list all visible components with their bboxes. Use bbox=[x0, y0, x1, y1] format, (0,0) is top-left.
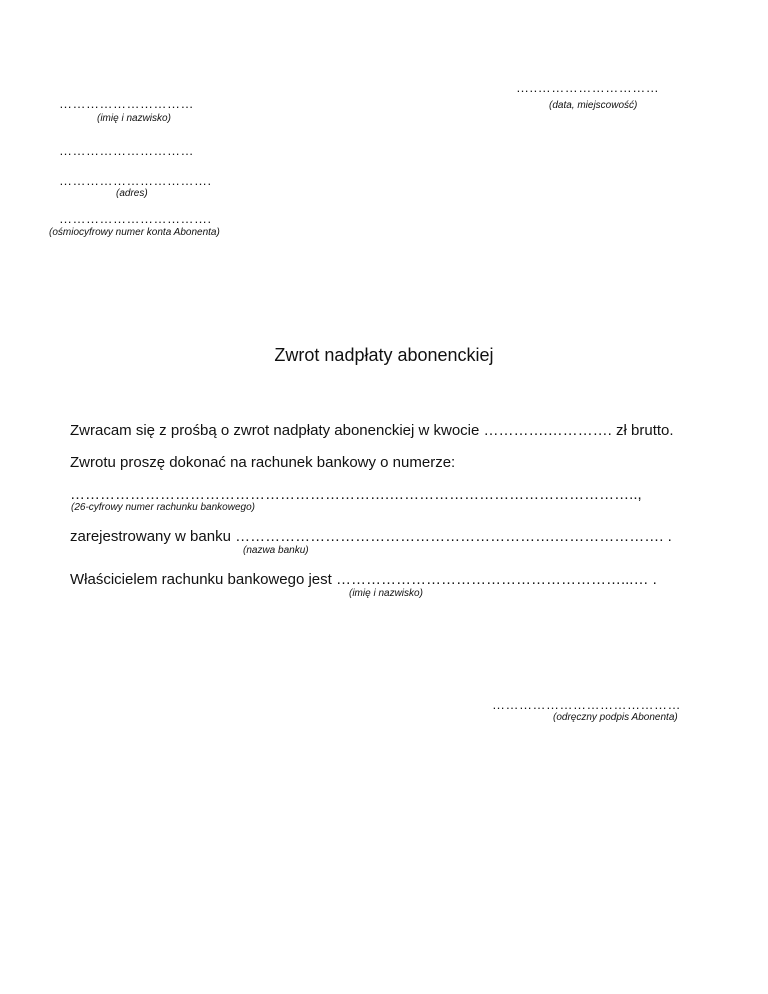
address-line-2: ……………………………. bbox=[59, 173, 212, 188]
account-owner-line: Właścicielem rachunku bankowego jest …………………………………………………...… . bbox=[70, 571, 657, 588]
name-caption: (imię i nazwisko) bbox=[97, 113, 171, 124]
bank-name-caption: (nazwa banku) bbox=[243, 545, 309, 556]
date-place-line: …..……………………… bbox=[516, 80, 660, 95]
bank-account-number-line: ……………………………………………………….………………………………………….., bbox=[70, 486, 642, 503]
subscriber-account-caption: (ośmiocyfrowy numer konta Abonenta) bbox=[49, 227, 220, 238]
date-place-caption: (data, miejscowość) bbox=[549, 100, 638, 111]
signature-caption: (odręczny podpis Abonenta) bbox=[553, 712, 678, 723]
bank-account-number-caption: (26-cyfrowy numer rachunku bankowego) bbox=[71, 502, 255, 513]
signature-line: …………………………………… bbox=[492, 697, 681, 712]
address-caption: (adres) bbox=[116, 188, 148, 199]
account-owner-caption: (imię i nazwisko) bbox=[349, 588, 423, 599]
bank-name-line: zarejestrowany w banku ……………………………………………………….…………………. . bbox=[70, 528, 672, 545]
payment-instruction-text: Zwrotu proszę dokonać na rachunek bankowy o numerze: bbox=[70, 454, 456, 471]
name-line: ………………………… bbox=[59, 96, 194, 111]
page-title: Zwrot nadpłaty abonenckiej bbox=[274, 345, 494, 365]
subscriber-account-line: ……………………………. bbox=[59, 211, 212, 226]
refund-request-text: Zwracam się z prośbą o zwrot nadpłaty abonenckiej w kwocie ………….…………. zł brutto. bbox=[70, 422, 674, 439]
address-line-1: ………………………… bbox=[59, 143, 194, 158]
